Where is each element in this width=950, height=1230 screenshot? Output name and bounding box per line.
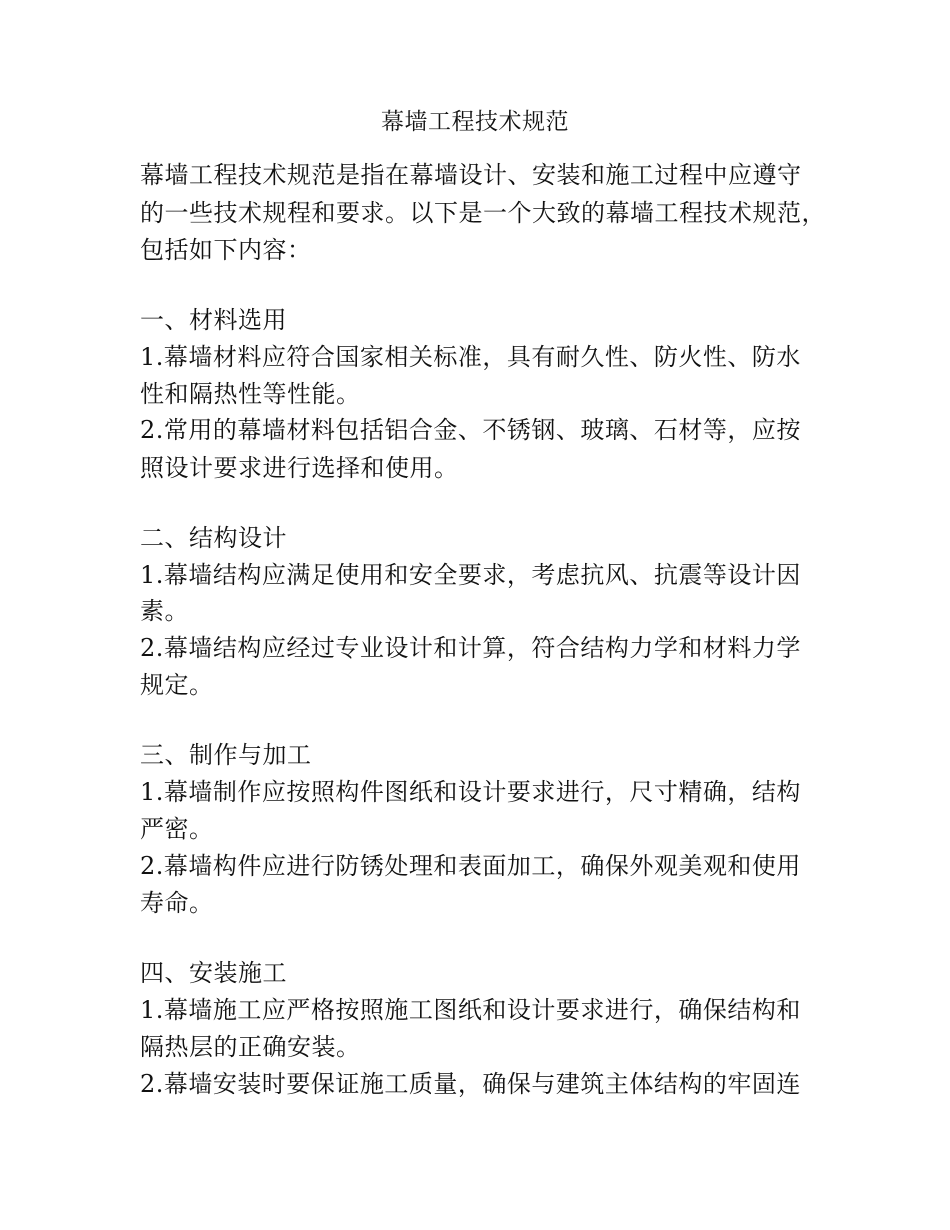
section-heading: 四、安装施工	[140, 959, 287, 987]
section-line: 2.幕墙构件应进行防锈处理和表面加工，确保外观美观和使用	[140, 852, 801, 880]
section-line: 2.幕墙结构应经过专业设计和计算，符合结构力学和材料力学	[140, 634, 801, 662]
document-title: 幕墙工程技术规范	[381, 109, 569, 135]
section-line: 1.幕墙结构应满足使用和安全要求，考虑抗风、抗震等设计因	[140, 561, 801, 589]
intro-line: 的一些技术规程和要求。以下是一个大致的幕墙工程技术规范，	[140, 199, 826, 227]
section-line: 性和隔热性等性能。	[140, 380, 361, 408]
section-line: 严密。	[140, 815, 214, 843]
section-line: 隔热层的正确安装。	[140, 1033, 361, 1061]
section-line: 1.幕墙施工应严格按照施工图纸和设计要求进行，确保结构和	[140, 996, 801, 1024]
section-line: 2.幕墙安装时要保证施工质量，确保与建筑主体结构的牢固连	[140, 1070, 801, 1098]
section-line: 规定。	[140, 671, 214, 699]
intro-line: 包括如下内容：	[140, 236, 312, 264]
section-heading: 二、结构设计	[140, 524, 287, 552]
intro-line: 幕墙工程技术规范是指在幕墙设计、安装和施工过程中应遵守	[140, 161, 802, 189]
section-line: 1.幕墙材料应符合国家相关标准，具有耐久性、防火性、防水	[140, 343, 801, 371]
section-line: 1.幕墙制作应按照构件图纸和设计要求进行，尺寸精确，结构	[140, 778, 801, 806]
section-line: 2.常用的幕墙材料包括铝合金、不锈钢、玻璃、石材等，应按	[140, 416, 801, 444]
section-heading: 三、制作与加工	[140, 741, 312, 769]
section-line: 素。	[140, 597, 189, 625]
section-line: 照设计要求进行选择和使用。	[140, 454, 459, 482]
section-heading: 一、材料选用	[140, 306, 287, 334]
section-line: 寿命。	[140, 889, 214, 917]
